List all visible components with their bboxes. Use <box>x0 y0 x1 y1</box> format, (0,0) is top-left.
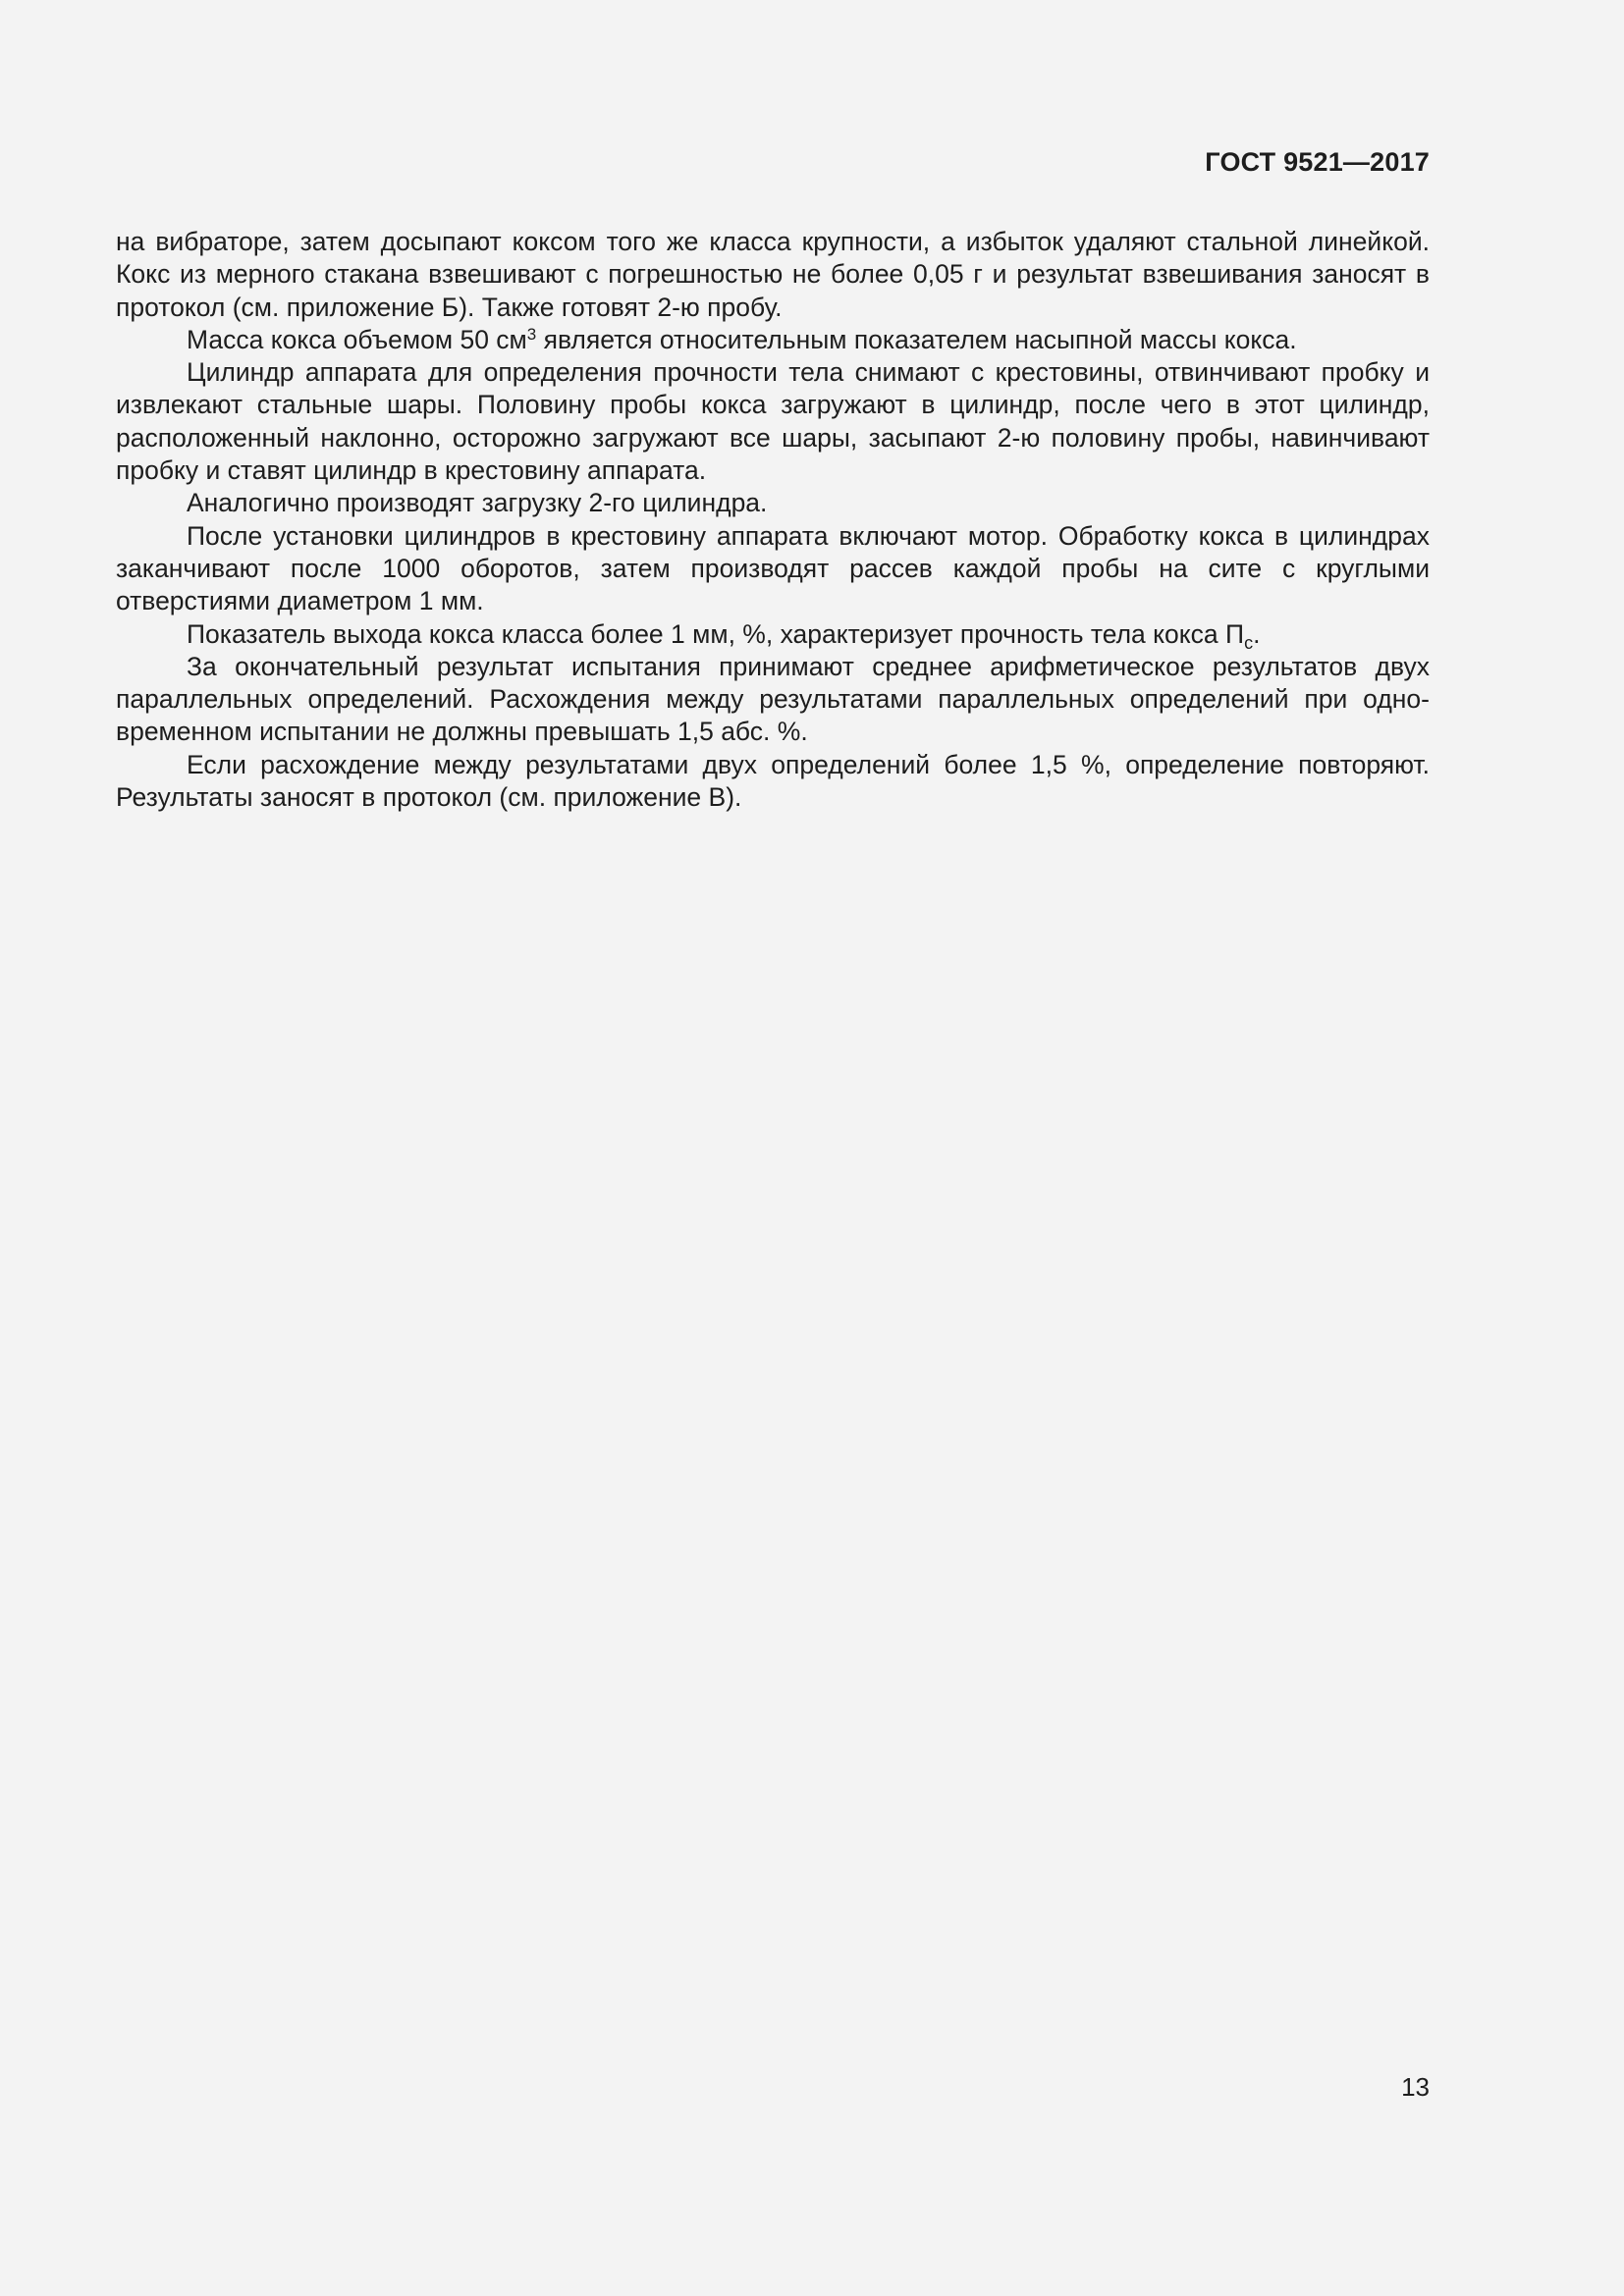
superscript-cube: 3 <box>526 324 537 344</box>
body-text <box>116 226 1430 814</box>
paragraph-strength-index-tail: . <box>1253 618 1261 649</box>
paragraph-cylinder-loading: Цилиндр аппарата для определения прочности тела снимают с крестовины, отвинчивают пробку и извлекают стальные шары. Половину пробы кокса загружают в цилиндр, после чего в этот цилиндр, расположенный наклонно, осторожно загружают все шары, засыпают 2-ю половину пробы, навинчивают пробку и ставят цилиндр в крестовину аппарата. <box>116 357 1430 486</box>
document-page <box>116 0 1430 2296</box>
page-number: 13 <box>1401 2072 1430 2102</box>
paragraph-strength-index-text: Показатель выхода кокса класса более 1 мм, %, характеризует прочность тела кокса П <box>187 618 1245 649</box>
paragraph-bulk-mass <box>116 324 1430 356</box>
paragraph-strength-index <box>116 618 1430 651</box>
paragraph-processing: После установки цилиндров в крестовину аппарата включают мотор. Обработку кокса в цилиндрах заканчивают после 1000 оборотов, затем производят рассев каждой пробы на сите с круглыми отверстиями диаметром 1 мм. <box>116 520 1430 616</box>
paragraph-bulk-mass-tail: является относительным показателем насыпной массы кокса. <box>536 324 1297 354</box>
paragraph-continuation: на вибраторе, затем досыпают коксом того же класса крупности, а избыток удаляют стальной линейкой. Кокс из мерного стакана взвешивают с погрешностью не более 0,05 г и результат взвешивания заносят в протокол (см. приложение Б). Также готовят 2-ю пробу. <box>116 227 1430 322</box>
paragraph-repeat-determination: Если расхождение между результатами двух определений более 1,5 %, определение повторяют. Результаты заносят в протокол (см. приложение В). <box>116 749 1430 813</box>
paragraph-bulk-mass-text: Масса кокса объемом 50 см <box>187 324 527 354</box>
subscript-c: с <box>1244 632 1254 653</box>
paragraph-final-result: За окончательный результат испытания принимают среднее арифметическое результатов двух параллельных определений. Расхождения между результатами параллельных определений при одновременном испытании не должны превышать 1,5 абс. %. <box>116 651 1430 747</box>
paragraph-second-cylinder: Аналогично производят загрузку 2-го цилиндра. <box>187 488 768 518</box>
standard-header: ГОСТ 9521—2017 <box>1205 147 1430 177</box>
